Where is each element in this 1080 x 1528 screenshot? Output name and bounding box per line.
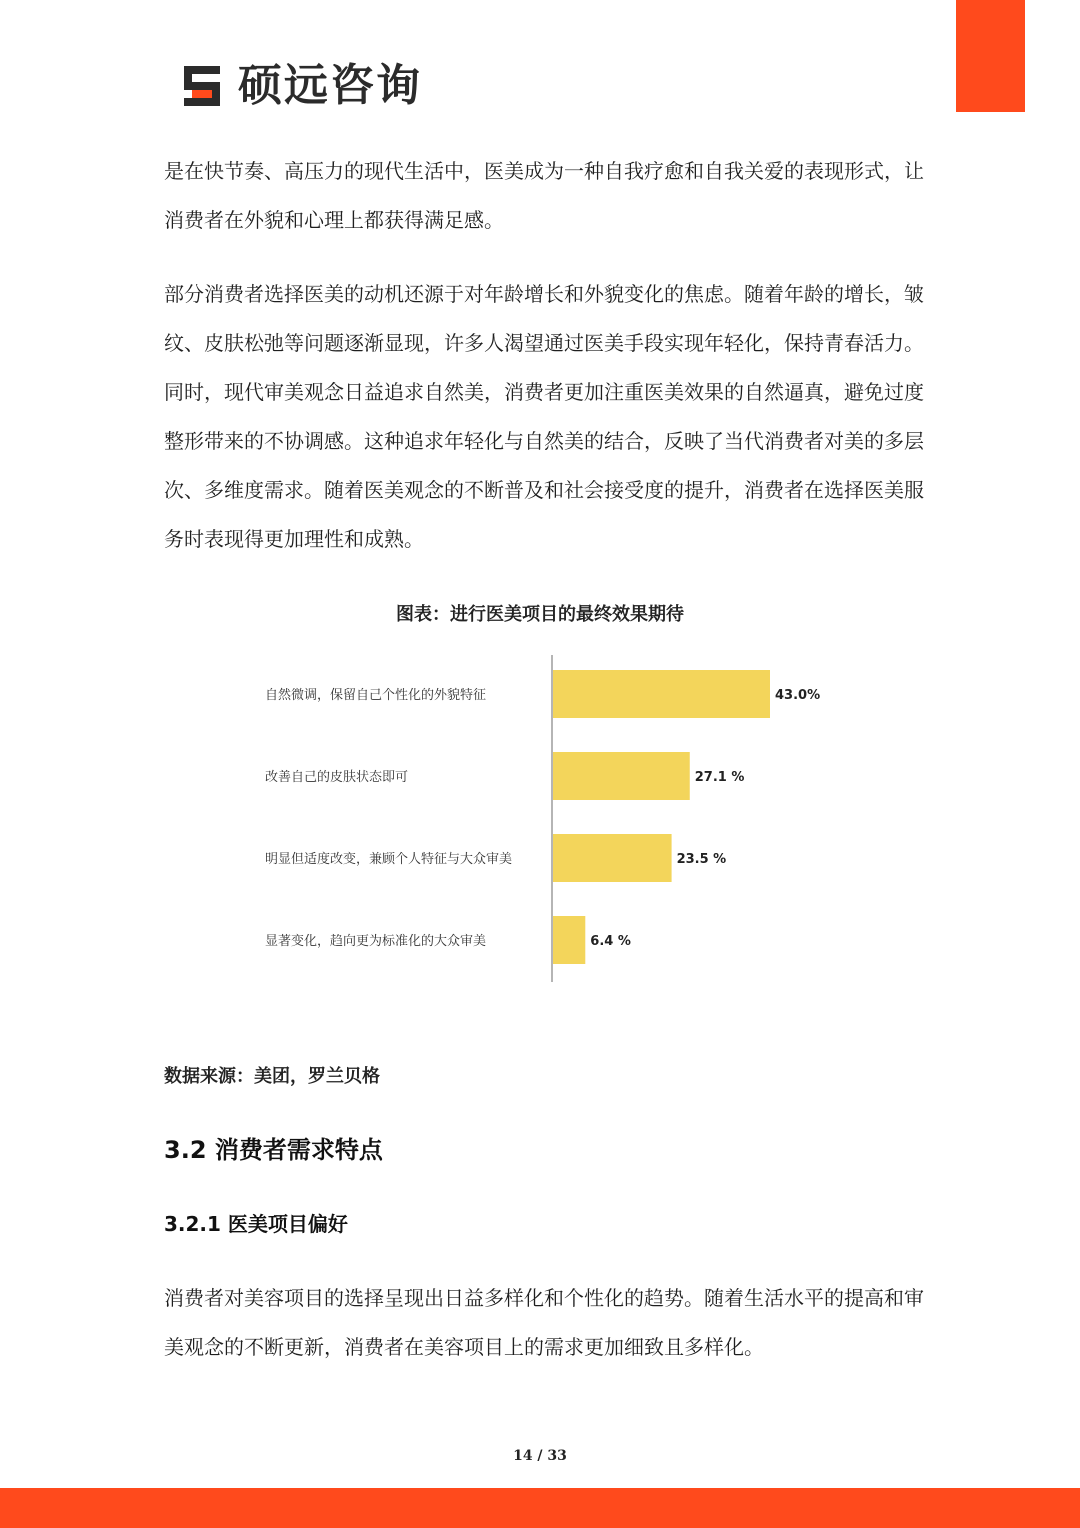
body-paragraph-2: 部分消费者选择医美的动机还源于对年龄增长和外貌变化的焦虑。随着年龄的增长，皱纹、皮肤松弛等问题逐渐显现，许多人渴望通过医美手段实现年轻化，保持青春活力。同时，现代审美观念日益追求自然美，消费者更加注重医美效果的自然逼真，避免过度整形带来的不协调感。这种追求年轻化与自然美的结合，反映了当代消费者对美的多层次、多维度需求。随着医美观念的不断普及和社会接受度的提升，消费者在选择医美服务时表现得更加理性和成熟。 <box>164 282 924 551</box>
category-label: 改善自己的皮肤状态即可 <box>265 770 409 785</box>
body-paragraph-1: 是在快节奏、高压力的现代生活中，医美成为一种自我疗愈和自我关爱的表现形式，让消费者在外貌和心理上都获得满足感。 <box>164 159 924 232</box>
category-label: 明显但适度改变，兼顾个人特征与大众审美 <box>265 852 513 867</box>
category-label: 显著变化，趋向更为标准化的大众审美 <box>265 934 487 949</box>
bar <box>553 916 585 964</box>
s-logo-icon <box>178 62 226 110</box>
data-source: 数据来源：美团，罗兰贝格 <box>164 1066 380 1087</box>
footer-accent-bar <box>0 1488 1080 1528</box>
value-label: 27.1 % <box>694 770 745 785</box>
section-heading: 3.2 消费者需求特点 <box>164 1136 383 1164</box>
bar <box>553 834 672 882</box>
chart-title: 图表：进行医美项目的最终效果期待 <box>396 604 684 625</box>
bar-chart <box>250 650 850 990</box>
subsection-heading: 3.2.1 医美项目偏好 <box>164 1212 348 1236</box>
value-label: 23.5 % <box>676 852 727 867</box>
company-logo <box>178 58 422 114</box>
value-label: 43.0% <box>775 688 821 703</box>
category-label: 自然微调，保留自己个性化的外貌特征 <box>265 688 487 703</box>
corner-accent-block <box>956 0 1025 112</box>
page-number: 14 / 33 <box>513 1448 567 1464</box>
logo-text: 硕远咨询 <box>238 60 422 111</box>
bar <box>553 670 770 718</box>
bar <box>553 752 690 800</box>
body-paragraph-3: 消费者对美容项目的选择呈现出日益多样化和个性化的趋势。随着生活水平的提高和审美观念的不断更新，消费者在美容项目上的需求更加细致且多样化。 <box>164 1286 924 1359</box>
value-label: 6.4 % <box>590 934 631 949</box>
